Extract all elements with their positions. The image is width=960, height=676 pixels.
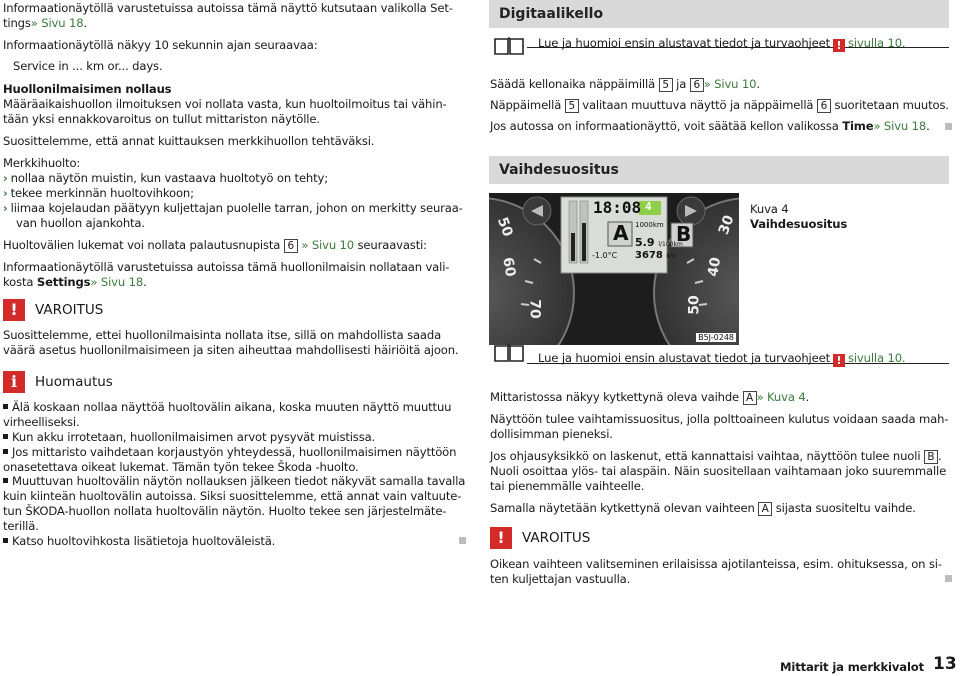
- dial-number: 70: [526, 299, 543, 319]
- list-item: › liimaa kojelaudan päätyyn kuljettajan puolelle tarran, johon on merkitty seuraa-: [3, 201, 463, 215]
- settings-text-2: kosta Settings» Sivu 18.: [3, 275, 147, 289]
- intro-line-2: tings» Sivu 18.: [3, 16, 87, 30]
- note-title: Huomautus: [35, 374, 113, 390]
- page-link[interactable]: sivulla 10.: [847, 36, 906, 50]
- dial-number: 50: [493, 215, 516, 239]
- warning-icon: !: [833, 354, 845, 367]
- gear-text-2: Näyttöön tulee vaihtamissuositus, jolla polttoaineen kulutus voidaan saada mah-: [490, 412, 949, 426]
- bullet-icon: [3, 449, 8, 454]
- warning-icon: !: [833, 39, 845, 52]
- section-end-mark: [945, 575, 952, 582]
- gear-text-4: Jos ohjausyksikkö on laskenut, että kannattaisi vaihtaa, näyttöön tulee nuoli B .: [490, 449, 942, 463]
- figure-code: B5J-0248: [698, 333, 734, 342]
- reset-instruction: Huoltovälien lukemat voi nollata palautusnupista 6 » Sivu 10 seuraavasti:: [3, 238, 427, 252]
- page-link[interactable]: » Sivu 18: [30, 16, 84, 30]
- key-badge: 5: [565, 99, 579, 113]
- safety-note: Lue ja huomioi ensin alustavat tiedot ja turvaohjeet ! sivulla 10.: [538, 351, 906, 367]
- gear-text-3: dollisimman pieneksi.: [490, 427, 613, 441]
- clock-text-1: Säädä kellonaika näppäimillä 5 ja 6 » Sivu 10.: [490, 77, 760, 91]
- list-item: › tekee merkinnän huoltovihkoon;: [3, 186, 194, 200]
- label-A: A: [613, 221, 629, 245]
- key-badge: 6: [690, 78, 704, 92]
- key-badge: 6: [284, 239, 298, 253]
- label-B: B: [676, 222, 692, 246]
- note-item: Katso huoltovihkosta lisätietoja huoltoväleistä.: [3, 534, 275, 549]
- note-item: Jos mittaristo vaihdetaan korjaustyön yhteydessä, huollonilmaisimen näyttöön: [3, 445, 456, 460]
- page-number: 13: [933, 654, 957, 674]
- dial-number: 30: [715, 213, 738, 237]
- brand-service-label: Merkkihuolto:: [3, 156, 81, 170]
- figure-cluster: [489, 193, 739, 345]
- figure-label: Kuva 4: [750, 202, 789, 216]
- lcd-odometer: 3678 km: [635, 250, 676, 261]
- section-banner-clock: Digitaalikello: [489, 0, 949, 28]
- section-end-mark: [459, 537, 466, 544]
- lcd-temp: -1.0°C: [592, 251, 618, 260]
- note-item: Kun akku irrotetaan, huollonilmaisimen arvot pysyvät muistissa.: [3, 430, 375, 445]
- page-link[interactable]: » Sivu 10: [703, 77, 757, 91]
- dial-number: 40: [705, 256, 725, 278]
- key-badge: A: [743, 391, 757, 405]
- settings-text-1: Informaationäytöllä varustetuissa autoissa tämä huollonilmaisin nollataan vali-: [3, 260, 450, 274]
- bullet-icon: [3, 478, 8, 483]
- clock-text-2: Näppäimellä 5 valitaan muuttuva näyttö ja näppäimellä 6 suoritetaan muutos.: [490, 98, 949, 112]
- gear-text-5: Nuoli osoittaa ylös- tai alaspäin. Näin suositellaan vaihtamaan joko suuremmalle: [490, 464, 947, 478]
- note-item-continuation: onasetettava oikeat lukemat. Tämän työn tekee Škoda -huolto.: [3, 460, 359, 474]
- figure-title: Vaihdesuositus: [750, 217, 848, 231]
- page-link[interactable]: » Sivu 10: [301, 238, 354, 252]
- gear-text-6: tai pienemmälle vaihteelle.: [490, 479, 645, 493]
- clock-readout: 18:08: [593, 198, 642, 217]
- note-item: Älä koskaan nollaa näyttöä huoltovälin aikana, koska muuten näyttö muuttuu: [3, 400, 451, 415]
- list-item: › nollaa näytön muistin, kun vastaava huoltotyö on tehty;: [3, 171, 328, 185]
- key-badge: 5: [659, 78, 673, 92]
- note-item-continuation: virheelliseksi.: [3, 415, 80, 429]
- warning-text-2: ten kuljettajan vastuulla.: [490, 572, 631, 586]
- recommendation-text: Suosittelemme, että annat kuittauksen merkkihuollon tehtäväksi.: [3, 134, 375, 148]
- dial-number: 50: [686, 295, 703, 315]
- maintenance-text-2: tään yksi ennakkovaroitus on tullut mittariston näytölle.: [3, 112, 320, 126]
- intro-line-1: Informaationäytöllä varustetuissa autoissa tämä näyttö kutsutaan valikolla Set-: [3, 1, 453, 15]
- note-item: Muuttuvan huoltovälin näytön nollauksen jälkeen tiedot näkyvät samalla tavalla: [3, 474, 465, 489]
- maintenance-heading: Huollonilmaisimen nollaus: [3, 82, 172, 96]
- bullet-icon: [3, 404, 8, 409]
- maintenance-text-1: Määräaikaishuollon ilmoituksen voi nollata vasta, kun huoltoilmoitus tai vähin-: [3, 97, 447, 111]
- info-icon: i: [3, 371, 25, 393]
- list-item-continuation: van huollon ajankohta.: [16, 216, 145, 230]
- chevron-right-icon: ›: [3, 201, 8, 215]
- book-icon: [493, 36, 525, 56]
- lcd-consumption: 5.9 l/100km: [635, 236, 683, 249]
- key-badge: 6: [817, 99, 831, 113]
- display-duration-text: Informaationäytöllä näkyy 10 sekunnin ajan seuraavaa:: [3, 38, 318, 52]
- safety-note: Lue ja huomioi ensin alustavat tiedot ja turvaohjeet ! sivulla 10.: [538, 36, 906, 52]
- chevron-right-icon: ›: [3, 186, 8, 200]
- warning-title: VAROITUS: [522, 530, 591, 546]
- lcd-trip: 1000km: [635, 221, 664, 229]
- service-message: Service in ... km or... days.: [13, 59, 163, 73]
- clock-text-3: Jos autossa on informaationäyttö, voit säätää kellon valikossa Time» Sivu 18.: [490, 119, 930, 133]
- footer-section: Mittarit ja merkkivalot: [780, 660, 924, 674]
- warning-text-1: Suosittelemme, ettei huollonilmaisinta nollata itse, sillä on mahdollista saada: [3, 328, 442, 342]
- book-icon: [493, 343, 525, 363]
- warning-title: VAROITUS: [35, 302, 104, 318]
- page-link[interactable]: » Sivu 18: [90, 275, 144, 289]
- note-item-continuation: tun ŠKODA-huollon nollata huoltovälin näytön. Huolto tekee sen järjestelmäte-: [3, 504, 447, 518]
- section-banner-gear: Vaihdesuositus: [489, 156, 949, 184]
- section-end-mark: [945, 123, 952, 130]
- bullet-icon: [3, 434, 8, 439]
- key-badge: A: [758, 502, 772, 516]
- gear-indicator: 4: [645, 200, 652, 213]
- figure-link[interactable]: » Kuva 4: [756, 390, 806, 404]
- gear-text-7: Samalla näytetään kytkettynä olevan vaihteen A sijasta suositeltu vaihde.: [490, 501, 916, 515]
- page-link[interactable]: » Sivu 18: [873, 119, 927, 133]
- note-item-continuation: kuin kiinteän huoltovälin autoissa. Siksi suosittelemme, että annat vain valtuute-: [3, 489, 462, 503]
- gear-text-1: Mittaristossa näkyy kytkettynä oleva vaihde A » Kuva 4.: [490, 390, 810, 404]
- warning-icon: !: [490, 527, 512, 549]
- chevron-right-icon: ›: [3, 171, 8, 185]
- warning-icon: !: [3, 299, 25, 321]
- dial-number: 60: [499, 256, 519, 278]
- warning-text-1: Oikean vaihteen valitseminen erilaisissa ajotilanteissa, esim. ohituksessa, on si-: [490, 557, 942, 571]
- bullet-icon: [3, 538, 8, 543]
- warning-text-2: väärä asetus huollonilmaisimeen ja siten aiheuttaa mahdollisesti häiriöitä ajoon.: [3, 343, 459, 357]
- page-link[interactable]: sivulla 10.: [847, 351, 906, 365]
- note-item-continuation: terillä.: [3, 519, 39, 533]
- key-badge: B: [924, 450, 938, 464]
